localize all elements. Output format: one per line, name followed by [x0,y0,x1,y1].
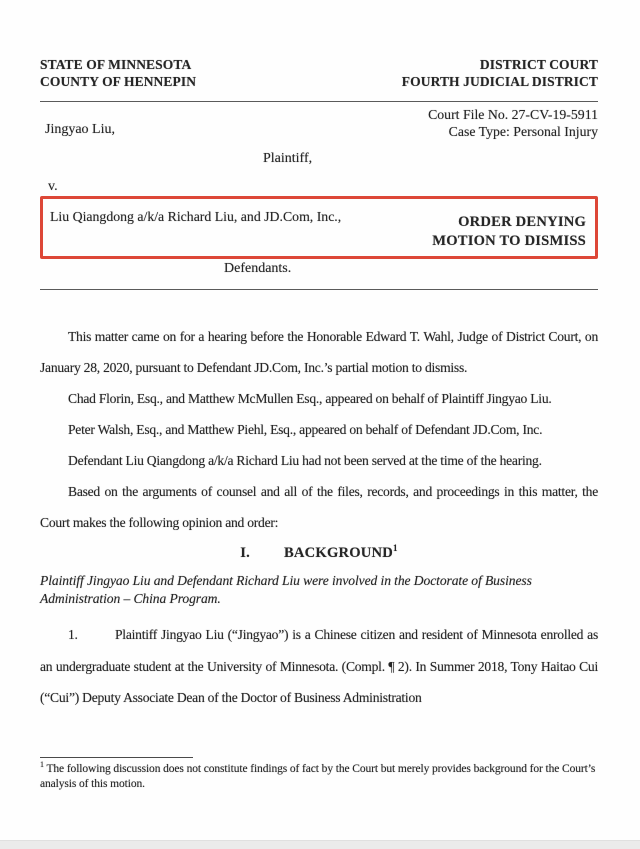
italic-subheading: Plaintiff Jingyao Liu and Defendant Richard Liu were involved in the Doctorate of Business Administration – China Program. [40,573,532,606]
footnote-marker: 1 [40,760,44,770]
footnote-separator-line [40,757,193,758]
defendant-names: Liu Qiangdong a/k/a Richard Liu, and JD.Com, Inc., [50,209,342,224]
scan-edge-strip [0,840,640,849]
body-paragraph: Based on the arguments of counsel and all of the files, records, and proceedings in this matter, the Court makes the following opinion and order: [40,484,598,530]
body-paragraph: Defendant Liu Qiangdong a/k/a Richard Liu had not been served at the time of the hearing. [68,453,542,468]
caption-divider-line [40,289,598,290]
order-title [432,199,595,256]
section-heading-background [40,538,598,569]
order-title-line1: ORDER DENYING [458,214,586,230]
plaintiff-name: Jingyao Liu, [45,122,115,137]
body-paragraph: Peter Walsh, Esq., and Matthew Piehl, Esq., appeared on behalf of Defendant JD.Com, Inc. [68,422,543,437]
order-title-line2: MOTION TO DISMISS [432,233,586,249]
paragraph-text: Plaintiff Jingyao Liu (“Jingyao”) is a Chinese citizen and resident of Minnesota enrolled as an undergraduate student at the University of Minnesota. (Compl. ¶ 2). In Summer 2018, Tony Haitao Cui (“Cui”) Deputy Associate Dean of the Doctor of Business Administration [40,627,598,705]
section-numeral: I. [240,545,250,561]
footnote-text: The following discussion does not constitute findings of fact by the Court but merely provides background for the Court’s analysis of this motion. [40,763,596,790]
order-body [40,321,598,714]
case-type: Case Type: Personal Injury [448,123,598,139]
plaintiff-role-label: Plaintiff, [263,151,313,166]
body-paragraph: This matter came on for a hearing before the Honorable Edward T. Wahl, Judge of District Court, on January 28, 2020, pursuant to Defendant JD.Com, Inc.’s partial motion to dismiss. [40,329,598,375]
versus-label: v. [48,179,58,194]
case-file-info [428,107,598,140]
header-divider-line [40,101,598,102]
section-title: BACKGROUND [284,545,394,561]
footnote-reference: 1 [393,543,398,554]
state-line: STATE OF MINNESOTA [40,57,192,72]
highlight-box [40,196,598,259]
court-file-number: Court File No. 27-CV-19-5911 [428,107,598,122]
numbered-paragraph-1 [40,619,598,714]
body-paragraph: Chad Florin, Esq., and Matthew McMullen Esq., appeared on behalf of Plaintiff Jingyao Liu. [68,391,552,406]
footnote-block [40,757,598,792]
court-line: DISTRICT COURT [479,57,598,72]
court-header-right [402,57,598,90]
district-line: FOURTH JUDICIAL DISTRICT [401,73,598,89]
court-header-left [40,57,196,90]
county-line: COUNTY OF HENNEPIN [40,73,197,89]
paragraph-number: 1. [68,627,78,642]
defendants-role-label: Defendants. [224,261,292,276]
